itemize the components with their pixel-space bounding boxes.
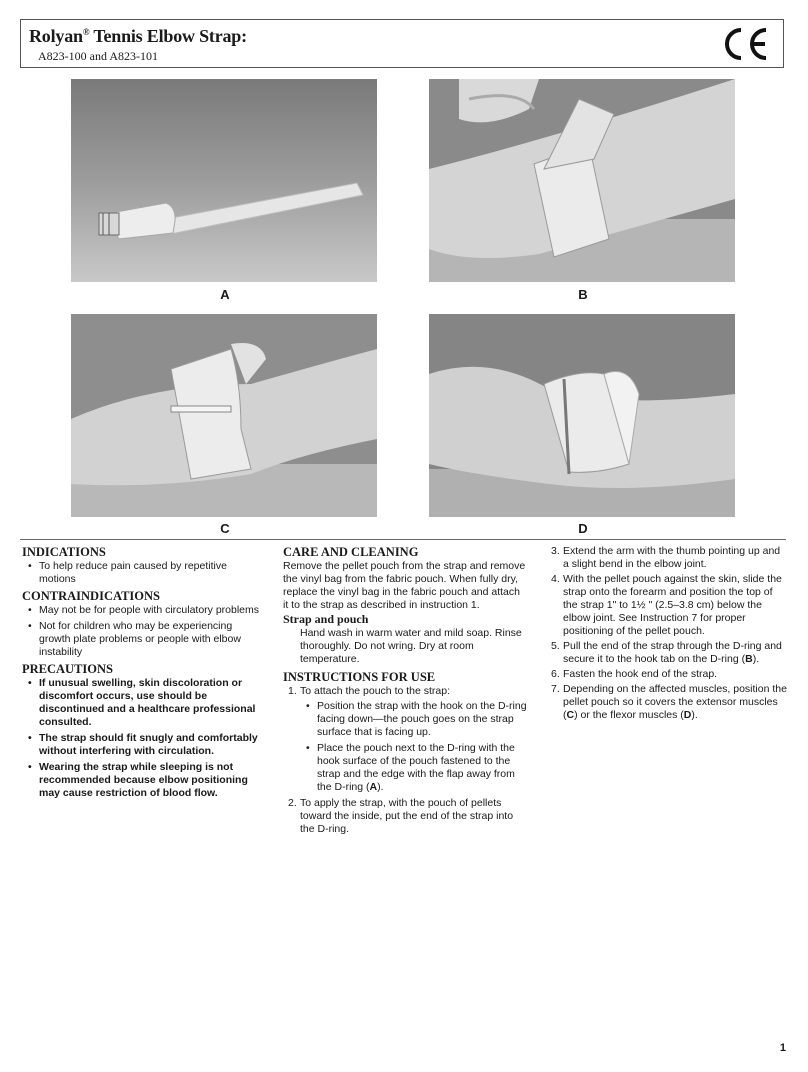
contraindications-heading: CONTRAINDICATIONS [22, 589, 160, 603]
contraindications-list [22, 604, 266, 659]
list-item: • To help reduce pain caused by repetitive motions [22, 560, 266, 586]
list-item: • The strap should fit snugly and comfortably without interfering with circulation. [22, 732, 266, 758]
photo-d-label: D [578, 521, 588, 536]
photo-b-label: B [578, 287, 588, 302]
document-header [20, 19, 784, 68]
care-text: Remove the pellet pouch from the strap and remove the vinyl bag from the fabric pouch. When fully dry, replace the vinyl bag in the fabric pouch and attach it to the strap as described in instruction 1. [283, 560, 526, 611]
list-item: 4. With the pellet pouch against the skin, slide the strap onto the forearm and position the top of the strap 1" to 1½ " (2.5–3.8 cm) below the elbow joint. See Instruction 7 for proper positioning of the pellet pouch. [551, 573, 782, 637]
list-item: 1. To attach the pouch to the strap: • Position the strap with the hook on the D-ring facing down—the pouch goes on the strap surface that is facing up. • Place the pouch next to the D-ring with the hook surface of the pouch fastened to the strap and the edge with the flap away from the D-ring (A). [283, 685, 527, 794]
indications-list [22, 560, 266, 586]
strap-pouch-heading: Strap and pouch [283, 612, 369, 626]
section-divider [20, 539, 786, 540]
list-item: • Position the strap with the hook on the D-ring facing down—the pouch goes on the strap surface that is facing up. [300, 700, 527, 739]
list-item: 6. Fasten the hook end of the strap. [551, 668, 718, 680]
photo-d-flexor-position [429, 314, 735, 517]
column-right [546, 545, 788, 724]
list-item: • Place the pouch next to the D-ring with the hook surface of the pouch fastened to the strap and the edge with the flap away from the D-ring (A). [300, 742, 527, 794]
document-title: Rolyan® Tennis Elbow Strap: [29, 26, 247, 46]
list-item: • Wearing the strap while sleeping is not recommended because elbow positioning may cause restriction of blood flow. [22, 761, 266, 800]
list-item: • May not be for people with circulatory problems [22, 604, 266, 617]
ce-mark-icon [721, 26, 771, 62]
indications-heading: INDICATIONS [22, 545, 106, 559]
strap-pouch-text: Hand wash in warm water and mild soap. Rinse thoroughly. Do not wring. Dry at room temperature. [300, 627, 522, 665]
photo-a-label: A [220, 287, 230, 302]
photo-a-strap-flat [71, 79, 377, 282]
precautions-heading: PRECAUTIONS [22, 662, 113, 676]
list-item: 3. Extend the arm with the thumb pointing up and a slight bend in the elbow joint. [551, 545, 781, 570]
photo-c-label: C [220, 521, 230, 536]
list-item: 7. Depending on the affected muscles, position the pellet pouch so it covers the extensor muscles (C) or the flexor muscles (D). [551, 683, 787, 721]
photo-b-strap-applied [429, 79, 735, 282]
instructions-heading: INSTRUCTIONS FOR USE [283, 670, 436, 684]
photo-c-extensor-position [71, 314, 377, 517]
page-number: 1 [779, 1042, 786, 1054]
instructions-list-part2 [546, 545, 788, 722]
product-codes: A823-100 and A823-101 [38, 49, 158, 63]
column-left [22, 545, 266, 803]
care-heading: CARE AND CLEANING [283, 545, 419, 559]
column-middle [283, 545, 527, 838]
list-item: 2. To apply the strap, with the pouch of pellets toward the inside, put the end of the strap into the D-ring. [288, 797, 514, 835]
list-item: • If unusual swelling, skin discoloration or discomfort occurs, use should be discontinued and a healthcare professional consulted. [22, 677, 266, 729]
list-item: • Not for children who may be experiencing growth plate problems or people with elbow instability [22, 620, 266, 659]
precautions-list [22, 677, 266, 800]
instructions-list-part1 [283, 685, 527, 836]
list-item: 5. Pull the end of the strap through the D-ring and secure it to the hook tab on the D-ring (B). [551, 640, 782, 665]
